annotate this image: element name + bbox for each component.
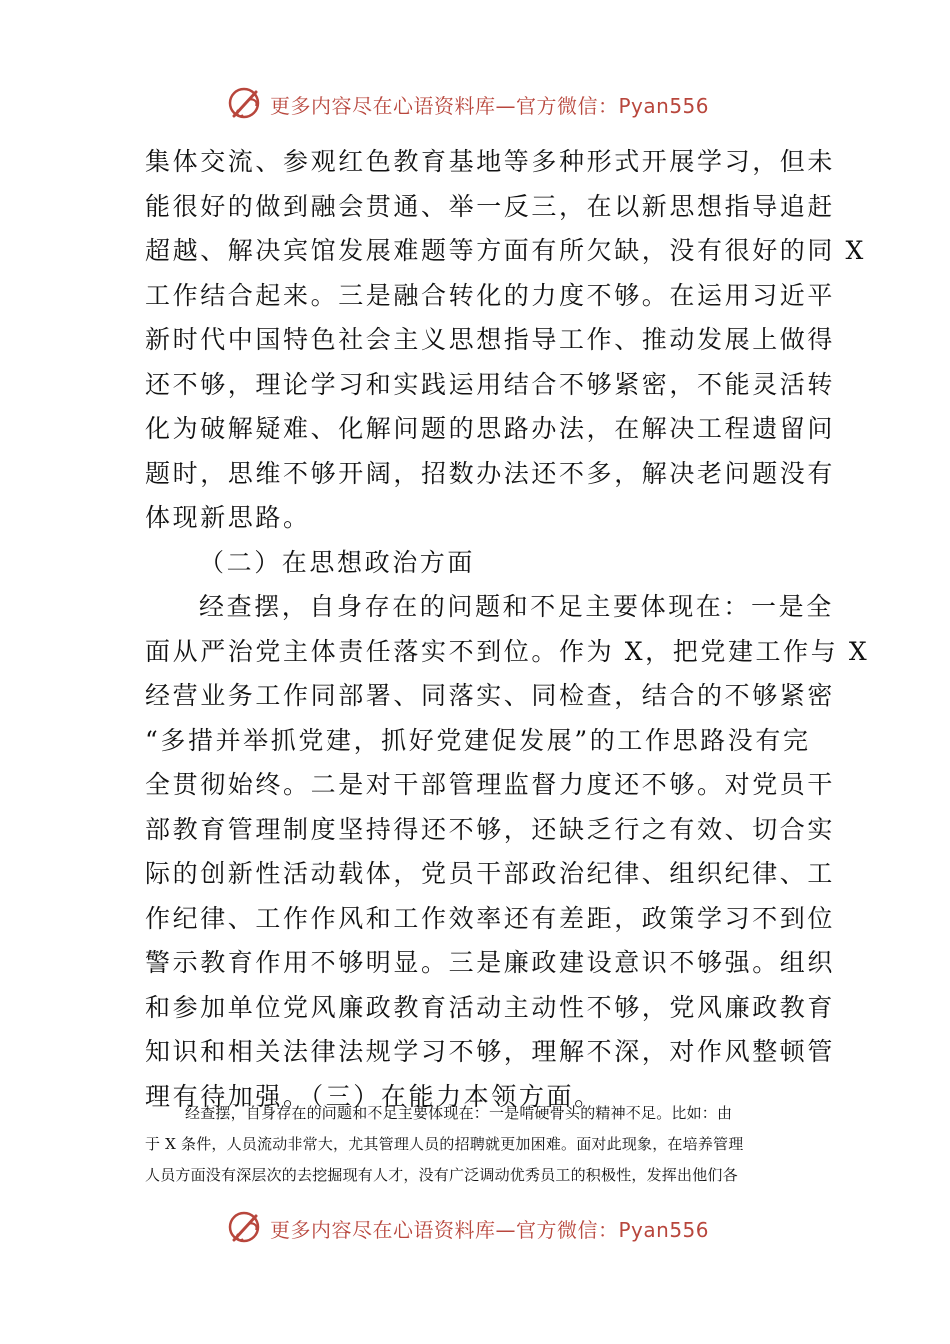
- text-line: 集体交流、参观红色教育基地等多种形式开展学习，但未: [145, 147, 836, 176]
- text-line: 警示教育作用不够明显。三是廉政建设意识不够强。组织: [145, 948, 836, 977]
- header-banner: [226, 84, 746, 124]
- text-line: 能很好的做到融会贯通、举一反三，在以新思想指导追赶: [145, 191, 836, 221]
- header-banner-text: 更多内容尽在心语资料库—官方微信：Pyan556: [270, 93, 710, 118]
- text-line: 知识和相关法律法规学习不够，理解不深，对作风整顿管: [145, 1037, 836, 1066]
- text-line: 经营业务工作同部署、同落实、同检查，结合的不够紧密: [145, 681, 836, 710]
- text-line: 经查摆，自身存在的问题和不足主要体现在：一是全: [199, 592, 834, 621]
- pen-logo-icon: [226, 1208, 266, 1248]
- text-line: 和参加单位党风廉政教育活动主动性不够，党风廉政教育: [145, 992, 836, 1022]
- footer-banner: [226, 1208, 746, 1248]
- text-line: 超越、解决宾馆发展难题等方面有所欠缺，没有很好的同 X: [145, 236, 866, 265]
- small-print-paragraph: [145, 1098, 810, 1191]
- text-line: 理有待加强。（三）在能力本领方面。: [145, 1081, 602, 1111]
- pen-logo-icon: [226, 84, 266, 124]
- small-text-line: 于 X 条件，人员流动非常大，尤其管理人员的招聘就更加困难。面对此现象，在培养管理: [145, 1135, 744, 1153]
- text-line: 化为破解疑难、化解问题的思路办法，在解决工程遗留问: [145, 414, 836, 443]
- text-line: 题时，思维不够开阔，招数办法还不多，解决老问题没有: [145, 458, 836, 488]
- small-text-line: 经查摆，自身存在的问题和不足主要体现在：一是啃硬骨头的精神不足。比如：由: [185, 1104, 733, 1122]
- section-heading: （二）在思想政治方面: [199, 547, 476, 577]
- text-line: 新时代中国特色社会主义思想指导工作、推动发展上做得: [145, 325, 836, 354]
- footer-banner-text: 更多内容尽在心语资料库—官方微信：Pyan556: [270, 1217, 710, 1242]
- small-text-line: 人员方面没有深层次的去挖掘现有人才，没有广泛调动优秀员工的积极性，发挥出他们各: [145, 1166, 738, 1184]
- text-line: 还不够，理论学习和实践运用结合不够紧密，不能灵活转: [145, 369, 836, 399]
- text-line: 部教育管理制度坚持得还不够，还缺乏行之有效、切合实: [145, 814, 836, 844]
- text-line: 际的创新性活动载体，党员干部政治纪律、组织纪律、工: [145, 859, 836, 888]
- text-line: 全贯彻始终。二是对干部管理监督力度还不够。对党员干: [145, 770, 836, 799]
- text-line: 工作结合起来。三是融合转化的力度不够。在运用习近平: [145, 280, 836, 310]
- text-line: 面从严治党主体责任落实不到位。作为 X，把党建工作与 X: [145, 636, 870, 666]
- text-line: 体现新思路。: [145, 503, 311, 532]
- text-line: “多措并举抓党建，抓好党建促发展”的工作思路没有完: [145, 725, 811, 755]
- text-line: 作纪律、工作作风和工作效率还有差距，政策学习不到位: [145, 903, 836, 933]
- document-body: [145, 140, 870, 1119]
